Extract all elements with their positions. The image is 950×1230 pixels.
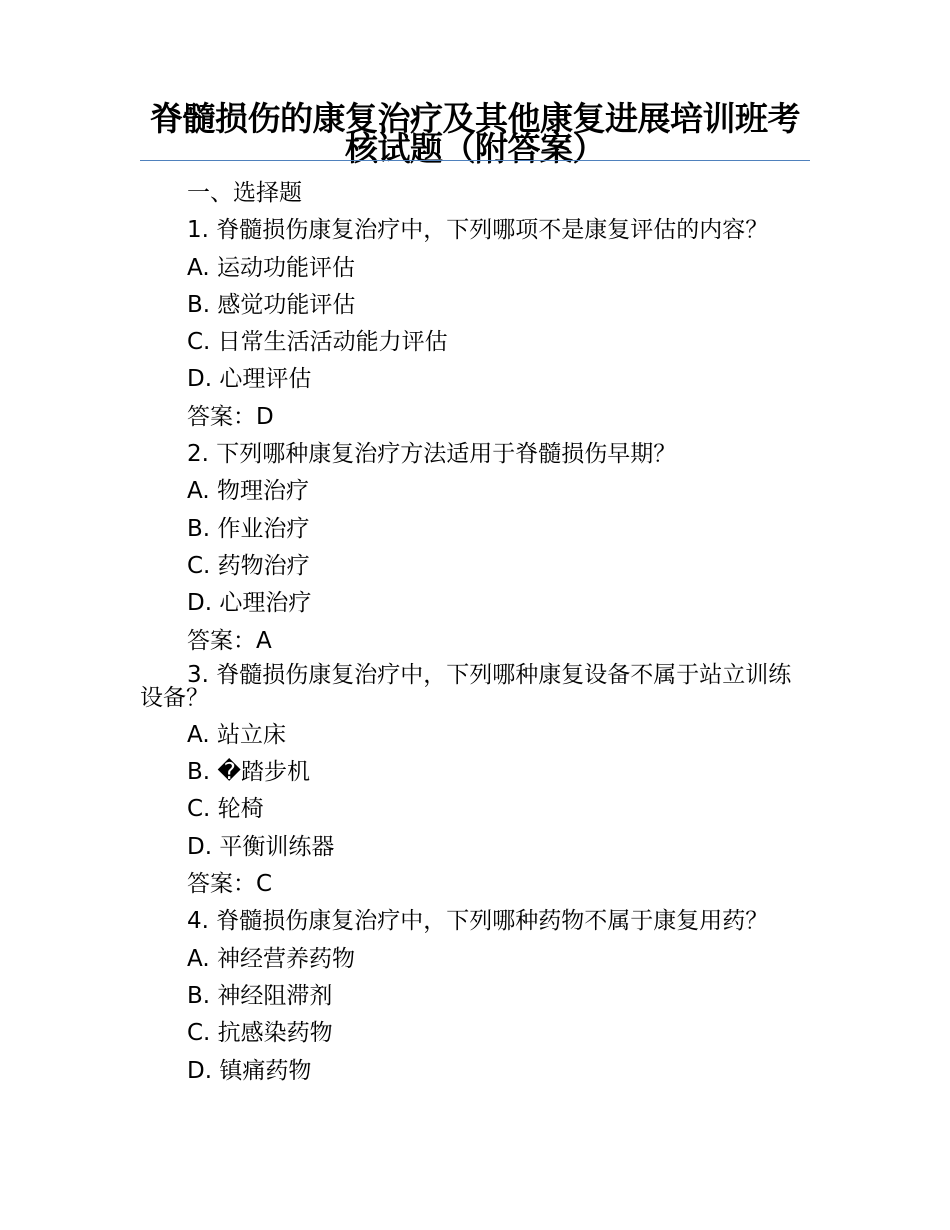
option-line: C. 药物治疗 (187, 552, 310, 579)
option-line: B. �踏步机 (187, 759, 310, 786)
answer-line: 答案：C (187, 871, 273, 898)
option-line: C. 轮椅 (187, 796, 264, 823)
question-3: 3. 脊髓损伤康复治疗中，下列哪种康复设备不属于站立训练设备？ (140, 661, 792, 711)
question-2: 2. 下列哪种康复治疗方法适用于脊髓损伤早期？ (187, 441, 677, 468)
option-line: D. 心理治疗 (187, 590, 312, 617)
option-line: A. 物理治疗 (187, 478, 309, 505)
answer-line: 答案：D (187, 403, 274, 430)
option-line: A. 站立床 (187, 721, 286, 748)
option-line: A. 运动功能评估 (187, 254, 355, 281)
option-line: B. 作业治疗 (187, 515, 310, 542)
option-line: A. 神经营养药物 (187, 945, 355, 972)
option-line: D. 心理评估 (187, 366, 312, 393)
option-line: C. 抗感染药物 (187, 1020, 333, 1047)
document-title: 脊髓损伤的康复治疗及其他康复进展培训班考核试题（附答案） (150, 99, 800, 168)
option-line: D. 平衡训练器 (187, 833, 335, 860)
option-line: D. 镇痛药物 (187, 1057, 312, 1084)
section-heading: 一、选择题 (187, 180, 302, 206)
title-underline (140, 160, 810, 161)
option-line: C. 日常生活活动能力评估 (187, 329, 448, 356)
question-4: 4. 脊髓损伤康复治疗中，下列哪种药物不属于康复用药？ (187, 908, 769, 935)
option-line: B. 神经阻滞剂 (187, 982, 333, 1009)
option-line: B. 感觉功能评估 (187, 291, 356, 318)
answer-line: 答案：A (187, 627, 272, 654)
question-1: 1. 脊髓损伤康复治疗中，下列哪项不是康复评估的内容？ (187, 217, 769, 244)
document-body (140, 175, 812, 1090)
